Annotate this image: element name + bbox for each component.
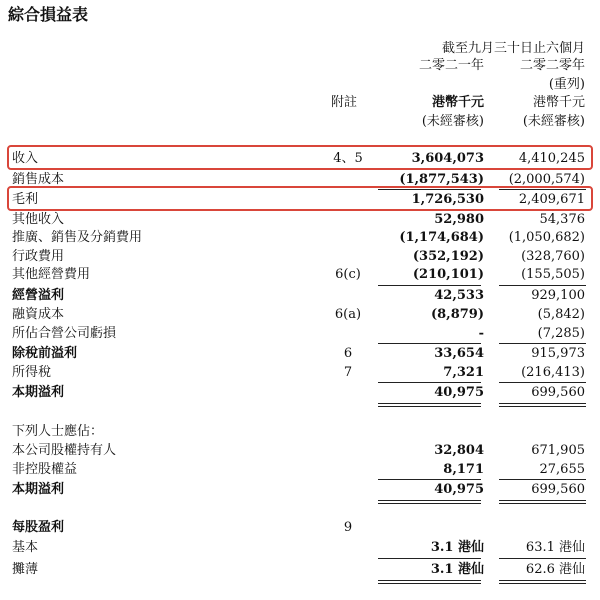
row-current-value: (8,879): [430, 307, 484, 322]
double-rule-line: [378, 580, 481, 581]
attrib-prior-value: 699,560: [531, 482, 585, 497]
double-rule-line: [378, 583, 481, 584]
row-prior-value: (1,050,682): [508, 230, 585, 245]
row-label: 毛利: [12, 192, 39, 207]
eps-row-label: 攤薄: [12, 562, 39, 577]
audit-prior-header: (未經審核): [522, 114, 585, 129]
row-label: 所得稅: [12, 365, 52, 380]
row-current-value: 33,654: [434, 346, 484, 361]
year-current-header: 二零二一年: [418, 58, 484, 73]
double-rule-line: [499, 580, 586, 581]
rule-line: [378, 189, 481, 190]
rule-line: [378, 285, 481, 286]
double-rule-line: [378, 503, 481, 504]
row-prior-value: (2,000,574): [508, 172, 585, 187]
row-label: 行政費用: [12, 249, 65, 264]
unit-prior-header: 港幣千元: [532, 95, 585, 110]
rule-line: [378, 558, 481, 559]
row-label: 經營溢利: [12, 288, 65, 303]
eps-prior-value: 63.1 港仙: [525, 540, 585, 555]
double-rule-line: [378, 403, 481, 404]
row-current-value: 42,533: [434, 288, 484, 303]
row-label: 融資成本: [12, 307, 65, 322]
unit-current-header: 港幣千元: [431, 95, 484, 110]
rule-line: [499, 558, 586, 559]
period-header: 截至九月三十日止六個月: [441, 41, 585, 56]
restated-label: (重列): [548, 77, 585, 92]
rule-line: [499, 285, 586, 286]
row-prior-value: 2,409,671: [518, 192, 585, 207]
eps-current-value: 3.1 港仙: [430, 562, 484, 577]
row-current-value: 1,726,530: [411, 192, 484, 207]
eps-current-value: 3.1 港仙: [430, 540, 484, 555]
double-rule-line: [378, 500, 481, 501]
row-prior-value: (5,842): [537, 307, 585, 322]
eps-row-label: 基本: [12, 540, 39, 555]
row-prior-value: 929,100: [531, 288, 585, 303]
row-label: 其他經營費用: [12, 267, 91, 282]
double-rule-line: [499, 403, 586, 404]
eps-heading: 每股盈利: [12, 520, 65, 535]
double-rule-line: [499, 503, 586, 504]
row-prior-value: (328,760): [521, 249, 585, 264]
row-label: 推廣、銷售及分銷費用: [12, 230, 143, 245]
row-prior-value: 915,973: [531, 346, 585, 361]
row-current-value: 52,980: [434, 212, 484, 227]
row-current-value: 3,604,073: [411, 151, 484, 166]
audit-current-header: (未經審核): [421, 114, 484, 129]
attrib-current-value: 40,975: [434, 482, 484, 497]
attrib-prior-value: 27,655: [539, 462, 585, 477]
page-title: 綜合損益表: [8, 5, 89, 24]
row-prior-value: 54,376: [539, 212, 585, 227]
row-current-value: 40,975: [434, 385, 484, 400]
rule-line: [499, 189, 586, 190]
row-current-value: 7,321: [443, 365, 484, 380]
rule-line: [499, 479, 586, 480]
row-prior-value: (216,413): [521, 365, 585, 380]
row-prior-value: (7,285): [537, 326, 585, 341]
year-prior-header: 二零二零年: [519, 58, 585, 73]
eps-note: 9: [343, 520, 353, 535]
row-label: 其他收入: [12, 212, 65, 227]
attrib-row-label: 本公司股權持有人: [12, 443, 117, 458]
row-current-value: (1,877,543): [399, 172, 484, 187]
row-label: 銷售成本: [12, 172, 65, 187]
row-current-value: (352,192): [412, 249, 484, 264]
double-rule-line: [378, 406, 481, 407]
row-label: 除稅前溢利: [12, 346, 78, 361]
attrib-prior-value: 671,905: [531, 443, 585, 458]
attributable-heading: 下列人士應佔：: [12, 424, 104, 439]
row-current-value: -: [478, 326, 484, 341]
row-label: 所佔合營公司虧損: [12, 326, 117, 341]
row-current-value: (1,174,684): [399, 230, 484, 245]
note-column-header: 附註: [331, 95, 358, 110]
row-label: 本期溢利: [12, 385, 65, 400]
row-note: 6(c): [335, 267, 361, 282]
rule-line: [378, 343, 481, 344]
rule-line: [378, 479, 481, 480]
rule-line: [499, 343, 586, 344]
row-current-value: (210,101): [412, 267, 484, 282]
row-prior-value: 699,560: [531, 385, 585, 400]
double-rule-line: [499, 500, 586, 501]
attrib-current-value: 32,804: [434, 443, 484, 458]
attrib-row-label: 本期溢利: [12, 482, 65, 497]
double-rule-line: [499, 583, 586, 584]
row-prior-value: 4,410,245: [518, 151, 585, 166]
row-prior-value: (155,505): [521, 267, 585, 282]
rule-line: [499, 382, 586, 383]
double-rule-line: [499, 406, 586, 407]
attrib-current-value: 8,171: [443, 462, 484, 477]
eps-prior-value: 62.6 港仙: [525, 562, 585, 577]
row-note: 4、5: [333, 151, 363, 166]
rule-line: [378, 382, 481, 383]
row-note: 6(a): [334, 307, 362, 322]
row-label: 收入: [12, 151, 39, 166]
row-note: 7: [343, 365, 353, 380]
attrib-row-label: 非控股權益: [12, 462, 78, 477]
revenue-highlight-box: [7, 145, 593, 170]
row-note: 6: [343, 346, 353, 361]
